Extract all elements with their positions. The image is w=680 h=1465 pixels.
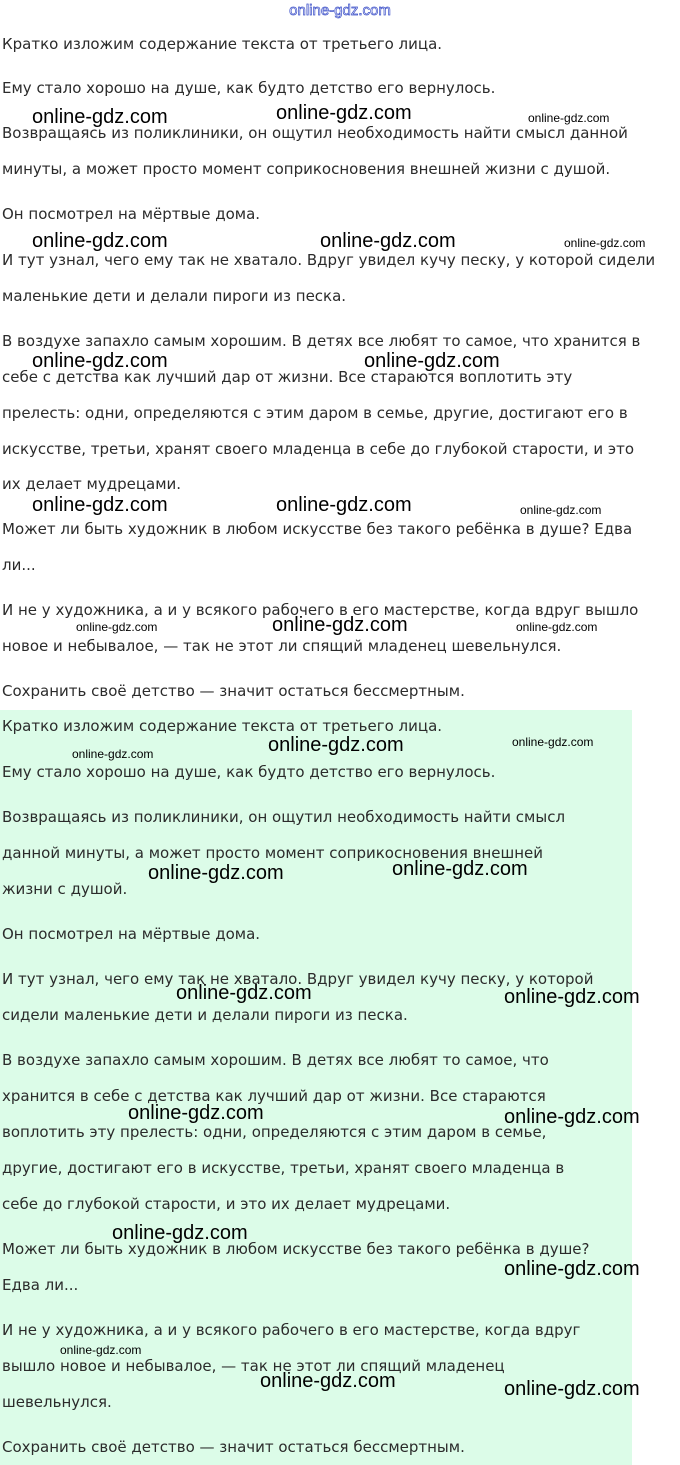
watermark: online-gdz.com (60, 1343, 142, 1357)
paragraph-line: В воздухе запахло самым хорошим. В детях все любят то самое, что (2, 1051, 549, 1069)
paragraph-line: В воздухе запахло самым хорошим. В детях все любят то самое, что хранится в (2, 332, 641, 350)
paragraph-line: И не у художника, а и у всякого рабочего в его мастерстве, когда вдруг вышло (2, 601, 639, 619)
paragraph-line: Может ли быть художник в любом искусстве без такого ребёнка в душе? Едва (2, 520, 633, 538)
header-watermark: online-gdz.com (289, 2, 391, 19)
paragraph-line: маленькие дети и делали пироги из песка. (2, 287, 347, 305)
paragraph-line: хранится в себе с детства как лучший дар от жизни. Все стараются (2, 1087, 546, 1105)
watermark: online-gdz.com (32, 494, 168, 516)
paragraph-line: Возвращаясь из поликлиники, он ощутил необходимость найти смысл данной (2, 124, 628, 142)
paragraph-line: новое и небывалое, — так не этот ли спящий младенец шевельнулся. (2, 637, 562, 655)
watermark: online-gdz.com (520, 503, 602, 517)
paragraph-line: прелесть: одни, определяются с этим даром в семье, другие, достигают его в (2, 404, 628, 422)
paragraph-line: воплотить эту прелесть: одни, определяются с этим даром в семье, (2, 1123, 547, 1141)
watermark: online-gdz.com (504, 986, 640, 1008)
paragraph-line: вышло новое и небывалое, — так не этот ли спящий младенец (2, 1357, 505, 1375)
watermark: online-gdz.com (516, 620, 598, 634)
watermark: online-gdz.com (276, 102, 412, 124)
watermark: online-gdz.com (528, 111, 610, 125)
watermark: online-gdz.com (392, 858, 528, 880)
watermark: online-gdz.com (32, 106, 168, 128)
paragraph-line: И тут узнал, чего ему так не хватало. Вдруг увидел кучу песку, у которой (2, 970, 594, 988)
watermark: online-gdz.com (72, 747, 154, 761)
paragraph-line: Ему стало хорошо на душе, как будто детство его вернулось. (2, 763, 496, 781)
watermark: online-gdz.com (364, 350, 500, 372)
paragraph-line: жизни с душой. (2, 880, 128, 898)
paragraph-line: данной минуты, а может просто момент соприкосновения внешней (2, 844, 543, 862)
watermark: online-gdz.com (76, 620, 158, 634)
paragraph-line: Возвращаясь из поликлиники, он ощутил необходимость найти смысл (2, 808, 566, 826)
paragraph-line: искусстве, третьи, хранят своего младенца в себе до глубокой старости, и это (2, 440, 635, 458)
paragraph-line: Сохранить своё детство — значит остаться бессмертным. (2, 682, 465, 700)
paragraph-line: шевельнулся. (2, 1393, 112, 1411)
paragraph-line: И тут узнал, чего ему так не хватало. Вдруг увидел кучу песку, у которой сидели (2, 251, 656, 269)
paragraph-line: себе до глубокой старости, и это их делает мудрецами. (2, 1195, 451, 1213)
watermark: online-gdz.com (504, 1258, 640, 1280)
paragraph-line: Он посмотрел на мёртвые дома. (2, 925, 261, 943)
paragraph-line: себе с детства как лучший дар от жизни. Все стараются воплотить эту (2, 368, 573, 386)
paragraph-line: Сохранить своё детство — значит остаться бессмертным. (2, 1438, 465, 1456)
paragraph-line: Может ли быть художник в любом искусстве без такого ребёнка в душе? (2, 1240, 590, 1258)
paragraph-line: Ему стало хорошо на душе, как будто детство его вернулось. (2, 79, 496, 97)
watermark: online-gdz.com (504, 1378, 640, 1400)
watermark: online-gdz.com (512, 735, 594, 749)
paragraph-line: Кратко изложим содержание текста от третьего лица. (2, 717, 443, 735)
paragraph-line: Он посмотрел на мёртвые дома. (2, 205, 261, 223)
watermark: online-gdz.com (112, 1222, 248, 1244)
paragraph-line: ли... (2, 556, 36, 574)
paragraph-line: другие, достигают его в искусстве, третьи, хранят своего младенца в (2, 1159, 565, 1177)
watermark: online-gdz.com (32, 230, 168, 252)
watermark: online-gdz.com (276, 494, 412, 516)
watermark: online-gdz.com (176, 982, 312, 1004)
watermark: online-gdz.com (260, 1370, 396, 1392)
watermark: online-gdz.com (148, 862, 284, 884)
paragraph-line: Кратко изложим содержание текста от третьего лица. (2, 35, 443, 53)
paragraph-line: сидели маленькие дети и делали пироги из песка. (2, 1006, 408, 1024)
watermark: online-gdz.com (564, 236, 646, 250)
watermark: online-gdz.com (268, 734, 404, 756)
paragraph-line: минуты, а может просто момент соприкосновения внешней жизни с душой. (2, 160, 611, 178)
watermark: online-gdz.com (32, 350, 168, 372)
watermark: online-gdz.com (128, 1102, 264, 1124)
paragraph-line: Едва ли... (2, 1276, 79, 1294)
watermark: online-gdz.com (320, 230, 456, 252)
watermark: online-gdz.com (504, 1106, 640, 1128)
paragraph-line: И не у художника, а и у всякого рабочего в его мастерстве, когда вдруг (2, 1321, 581, 1339)
paragraph-line: их делает мудрецами. (2, 475, 182, 493)
watermark: online-gdz.com (272, 614, 408, 636)
